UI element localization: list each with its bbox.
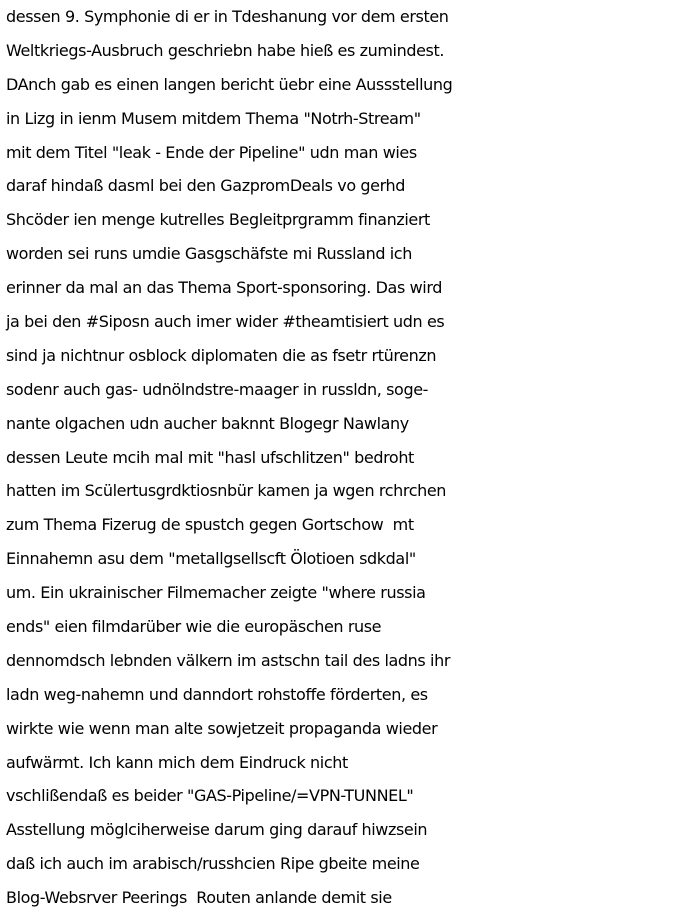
text-line: hatten im Scülertusgrdktiosnbür kamen ja wgen rchrchen [6,481,447,501]
document-page [6,0,684,915]
text-line: mit dem Titel "leak - Ende der Pipeline" udn man wies [6,142,417,162]
text-line: ends" eien filmdarüber wie die europäschen ruse [6,617,382,637]
text-line: Shcöder ien menge kutrelles Begleitprgramm finanziert [6,210,430,230]
text-line: daß ich auch im arabisch/russhcien Ripe gbeite meine [6,854,420,874]
text-line: nante olgachen udn aucher baknnt Blogegr Nawlany [6,413,409,433]
text-line: in Lizg in ienm Musem mitdem Thema "Notrh-Stream" [6,108,421,128]
text-line: dessen Leute mcih mal mit "hasl ufschlitzen" bedroht [6,447,414,467]
text-line: Asstellung möglciherweise darum ging darauf hiwzsein [6,820,428,840]
text-line: sind ja nichtnur osblock diplomaten die as fsetr rtürenzn [6,345,437,365]
text-line: dennomdsch lebnden välkern im astschn tail des ladns ihr [6,650,451,670]
text-line: ja bei den #Siposn auch imer wider #theamtisiert udn es [6,312,445,332]
text-line: dessen 9. Symphonie di er in Tdeshanung vor dem ersten [6,7,449,26]
text-line: worden sei runs umdie Gasgschäfste mi Russland ich [6,244,412,264]
text-line: daraf hindaß dasml bei den GazpromDeals vo gerhd [6,176,406,196]
text-line: wirkte wie wenn man alte sowjetzeit propaganda wieder [6,718,438,738]
text-line: vschlißendaß es beider "GAS-Pipeline/=VPN-TUNNEL" [6,786,414,806]
text-line: sodenr auch gas- udnölndstre-maager in russldn, soge- [6,379,429,399]
text-line: aufwärmt. Ich kann mich dem Eindruck nicht [6,752,348,772]
text-line: erinner da mal an das Thema Sport-sponsoring. Das wird [6,278,442,298]
text-line: Weltkriegs-Ausbruch geschriebn habe hieß es zumindest. [6,40,445,60]
text-line: Einnahemn asu dem "metallgsellscft Ölotioen sdkdal" [6,549,416,569]
text-line: DAnch gab es einen langen bericht üebr eine Aussstellung [6,74,453,94]
text-line: Blog-Websrver Peerings Routen anlande demit sie [6,888,392,908]
text-line: zum Thema Fizerug de spustch gegen Gortschow mt [6,515,414,535]
text-line: ladn weg-nahemn und danndort rohstoffe förderten, es [6,684,428,704]
text-line: um. Ein ukrainischer Filmemacher zeigte "where russia [6,583,426,603]
